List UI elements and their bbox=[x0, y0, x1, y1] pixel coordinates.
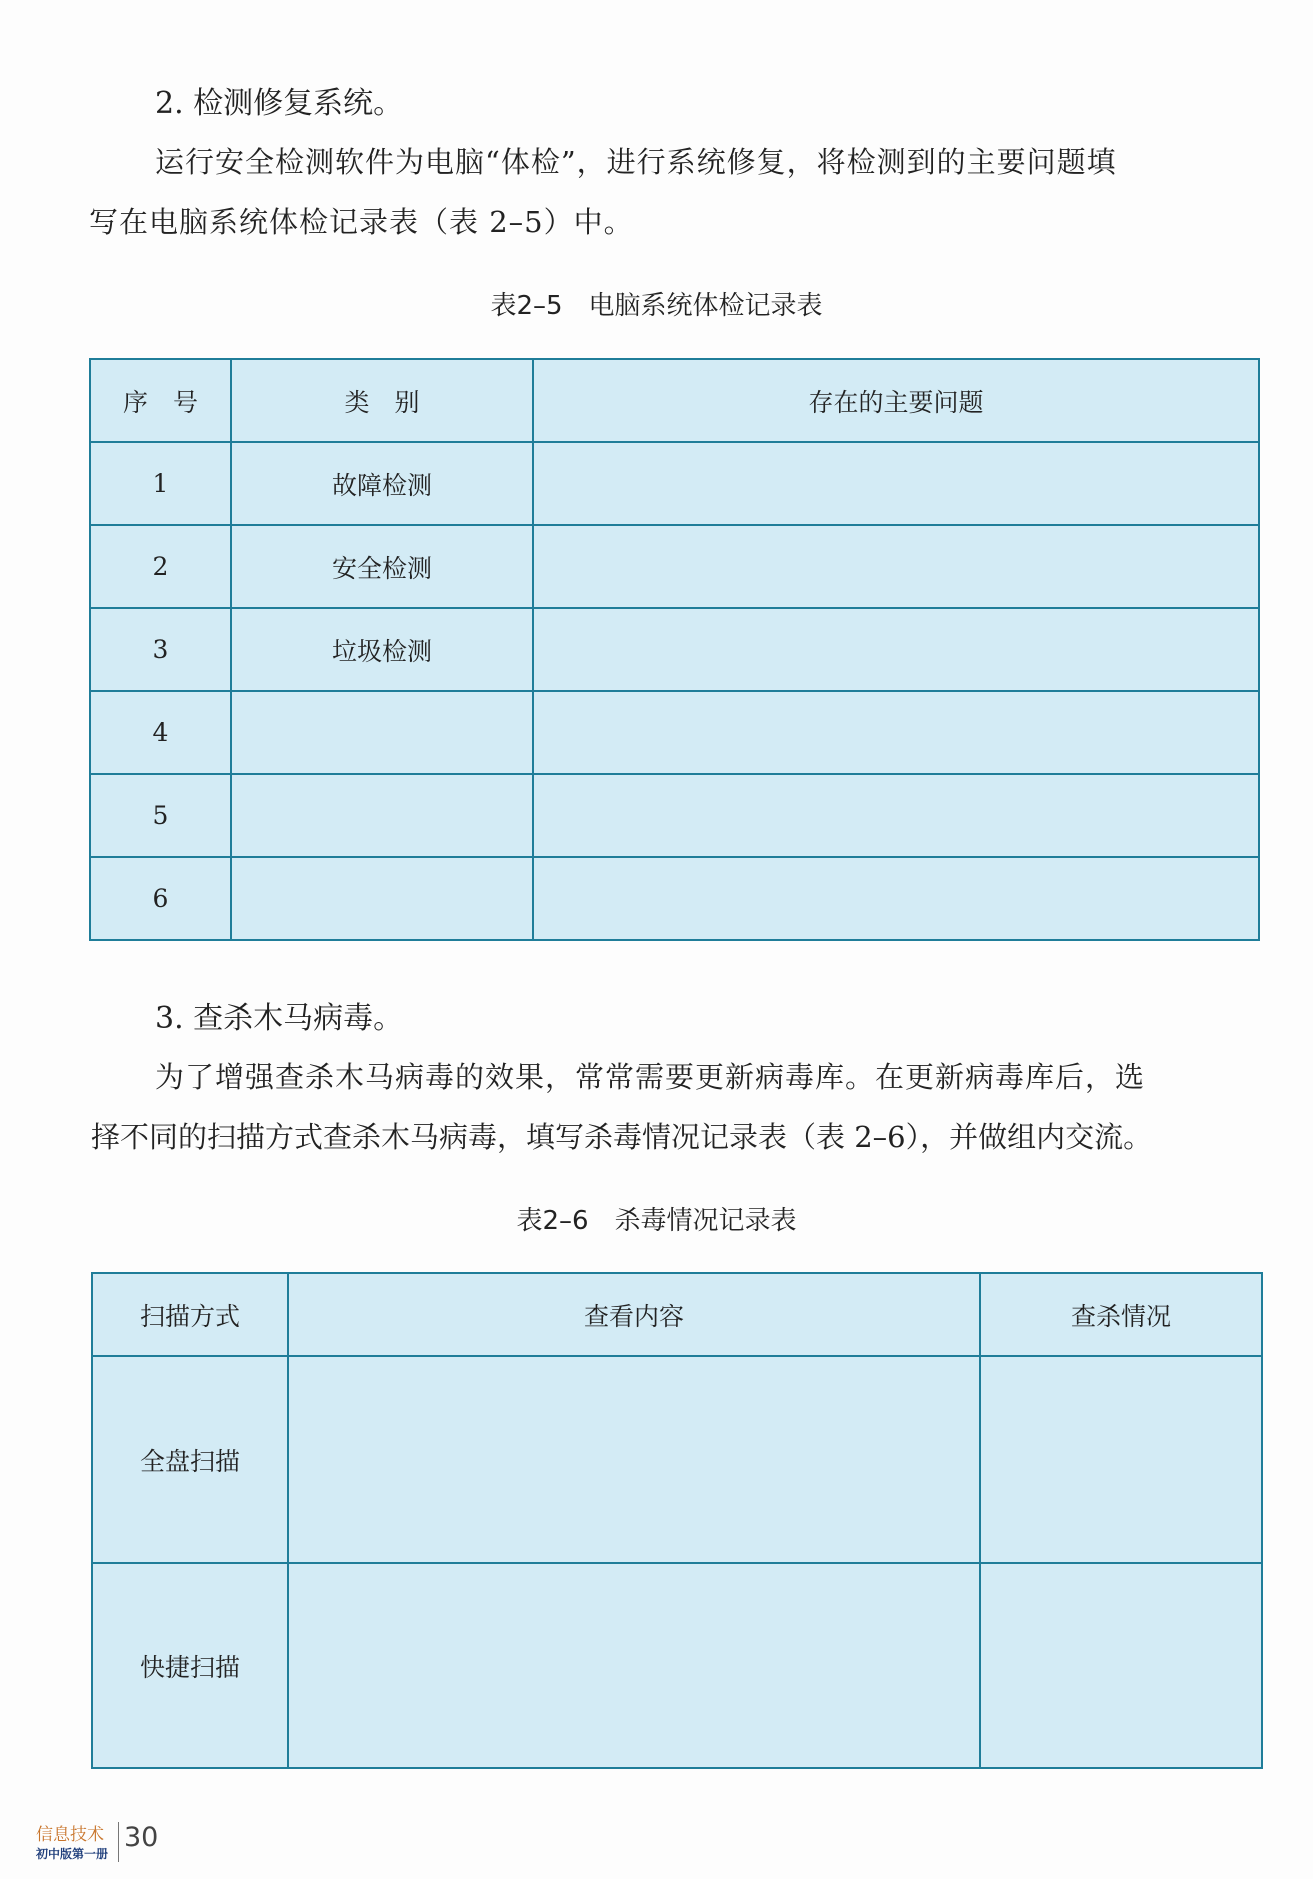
cell-category[interactable] bbox=[231, 774, 533, 857]
cell-view-content[interactable] bbox=[288, 1563, 980, 1768]
header-view-content: 查看内容 bbox=[288, 1273, 980, 1356]
cell-view-content[interactable] bbox=[288, 1356, 980, 1563]
table-row bbox=[90, 442, 1259, 525]
header-problems: 存在的主要问题 bbox=[533, 359, 1259, 442]
table-row bbox=[92, 1563, 1262, 1768]
cell-problems[interactable] bbox=[533, 608, 1259, 691]
section3-paragraph-line2: 择不同的扫描方式查杀木马病毒，填写杀毒情况记录表（表 2–6），并做组内交流。 bbox=[91, 1120, 1153, 1154]
cell-scan-mode: 快捷扫描 bbox=[92, 1563, 288, 1768]
table-row bbox=[90, 608, 1259, 691]
footer-edition: 初中版第一册 bbox=[36, 1847, 109, 1861]
table-header-row bbox=[92, 1273, 1262, 1356]
cell-index: 2 bbox=[90, 525, 231, 608]
cell-category[interactable] bbox=[231, 857, 533, 940]
header-kill-status: 查杀情况 bbox=[980, 1273, 1262, 1356]
table-row bbox=[90, 691, 1259, 774]
cell-category: 垃圾检测 bbox=[231, 608, 533, 691]
header-category: 类 别 bbox=[231, 359, 533, 442]
section3-paragraph-line1: 为了增强查杀木马病毒的效果，常常需要更新病毒库。在更新病毒库后，选 bbox=[155, 1060, 1146, 1094]
table-row bbox=[90, 857, 1259, 940]
section2-heading: 2. 检测修复系统。 bbox=[155, 86, 404, 121]
cell-category: 安全检测 bbox=[231, 525, 533, 608]
footer-divider bbox=[118, 1822, 119, 1862]
cell-category[interactable] bbox=[231, 691, 533, 774]
page-number: 30 bbox=[124, 1822, 159, 1853]
section2-paragraph-line1: 运行安全检测软件为电脑“体检”，进行系统修复，将检测到的主要问题填 bbox=[155, 145, 1117, 179]
footer-book-title: 信息技术 bbox=[36, 1825, 104, 1845]
header-scan-mode: 扫描方式 bbox=[92, 1273, 288, 1356]
table25-caption: 表2–5 电脑系统体检记录表 bbox=[490, 291, 823, 321]
cell-index: 4 bbox=[90, 691, 231, 774]
cell-problems[interactable] bbox=[533, 774, 1259, 857]
cell-problems[interactable] bbox=[533, 442, 1259, 525]
table26-caption: 表2–6 杀毒情况记录表 bbox=[516, 1206, 797, 1236]
table-2-6 bbox=[91, 1272, 1263, 1769]
table-header-row bbox=[90, 359, 1259, 442]
table-row bbox=[90, 525, 1259, 608]
cell-index: 5 bbox=[90, 774, 231, 857]
cell-problems[interactable] bbox=[533, 525, 1259, 608]
cell-kill-status[interactable] bbox=[980, 1563, 1262, 1768]
section2-paragraph-line2: 写在电脑系统体检记录表（表 2–5）中。 bbox=[89, 205, 634, 239]
cell-category: 故障检测 bbox=[231, 442, 533, 525]
cell-problems[interactable] bbox=[533, 857, 1259, 940]
cell-problems[interactable] bbox=[533, 691, 1259, 774]
cell-index: 1 bbox=[90, 442, 231, 525]
cell-kill-status[interactable] bbox=[980, 1356, 1262, 1563]
cell-index: 3 bbox=[90, 608, 231, 691]
header-index: 序 号 bbox=[90, 359, 231, 442]
table-row bbox=[90, 774, 1259, 857]
table-row bbox=[92, 1356, 1262, 1563]
table-2-5 bbox=[89, 358, 1260, 941]
section3-heading: 3. 查杀木马病毒。 bbox=[155, 1001, 404, 1036]
cell-scan-mode: 全盘扫描 bbox=[92, 1356, 288, 1563]
cell-index: 6 bbox=[90, 857, 231, 940]
